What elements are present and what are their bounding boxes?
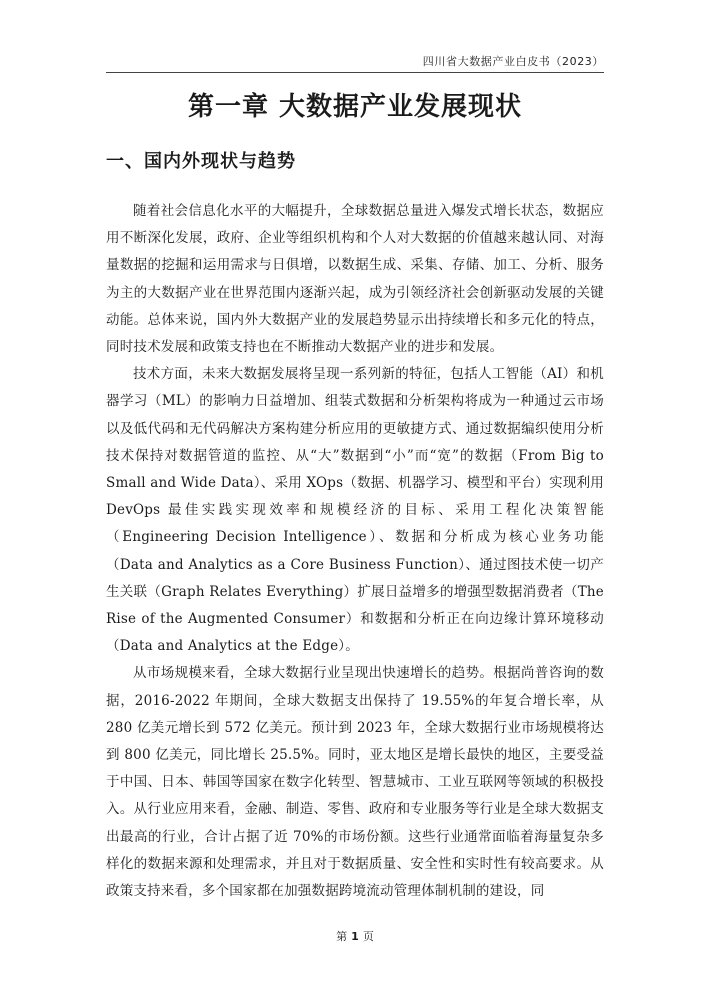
paragraph-market: 从市场规模来看，全球大数据行业呈现出快速增长的趋势。根据尚普咨询的数据，2016-2022 年期间，全球大数据支出保持了 19.55%的年复合增长率，从 280 亿美元增长到 572 亿美元。预计到 2023 年，全球大数据行业市场规模将达到 800 亿美元，同比增长 25.5%。同时，亚太地区是增长最快的地区，主要受益于中国、日本、韩国等国家在数字化转型、智慧城市、工业互联网等领域的积极投入。从行业应用来看，金融、制造、零售、政府和专业服务等行业是全球大数据支出最高的行业，合计占据了近 70%的市场份额。这些行业通常面临着海量复杂多样化的数据来源和处理需求，并且对于数据质量、安全性和实时性有较高要求。从政策支持来看，多个国家都在加强数据跨境流动管理体制机制的建设，同 [106, 665, 604, 900]
running-header: 四川省大数据产业白皮书（2023） [422, 55, 604, 68]
paragraph-technology: 技术方面，未来大数据发展将呈现一系列新的特征，包括人工智能（AI）和机器学习（ML）的影响力日益增加、组装式数据和分析架构将成为一种通过云市场以及低代码和无代码解决方案构建分析应用的更敏捷方式、通过数据编织使用分析技术保持对数据管道的监控、从“大”数据到“小”而“宽”的数据（From Big to Small and Wide Data）、采用 XOps（数据、机器学习、模型和平台）实现利用 DevOps 最佳实践实现效率和规模经济的目标、采用工程化决策智能（Engineering Decision Intelligence）、数据和分析成为核心业务功能（Data and Analytics as a Core Business Function）、通过图技术使一切产生关联（Graph Relates Everything）扩展日益增多的增强型数据消费者（The Rise of the Augmented Consumer）和数据和分析正在向边缘计算环境移动（Data and Analytics at the Edge）。 [106, 366, 604, 655]
section-heading: 一、国内外现状与趋势 [106, 151, 296, 172]
page-label-suffix: 页 [362, 930, 374, 943]
chapter-title: 第一章 大数据产业发展现状 [187, 92, 523, 122]
page-number: 1 [351, 930, 359, 943]
page-footer [0, 928, 710, 944]
paragraph-intro: 随着社会信息化水平的大幅提升，全球数据总量进入爆发式增长状态，数据应用不断深化发展，政府、企业等组织机构和个人对大数据的价值越来越认同、对海量数据的挖掘和运用需求与日俱增，以数据生成、采集、存储、加工、分析、服务为主的大数据产业在世界范围内逐渐兴起，成为引领经济社会创新驱动发展的关键动能。总体来说，国内外大数据产业的发展趋势显示出持续增长和多元化的特点，同时技术发展和政策支持也在不断推动大数据产业的进步和发展。 [106, 203, 604, 356]
page-label-prefix: 第 [336, 930, 348, 943]
body-text [106, 198, 604, 905]
header-divider [106, 72, 604, 73]
